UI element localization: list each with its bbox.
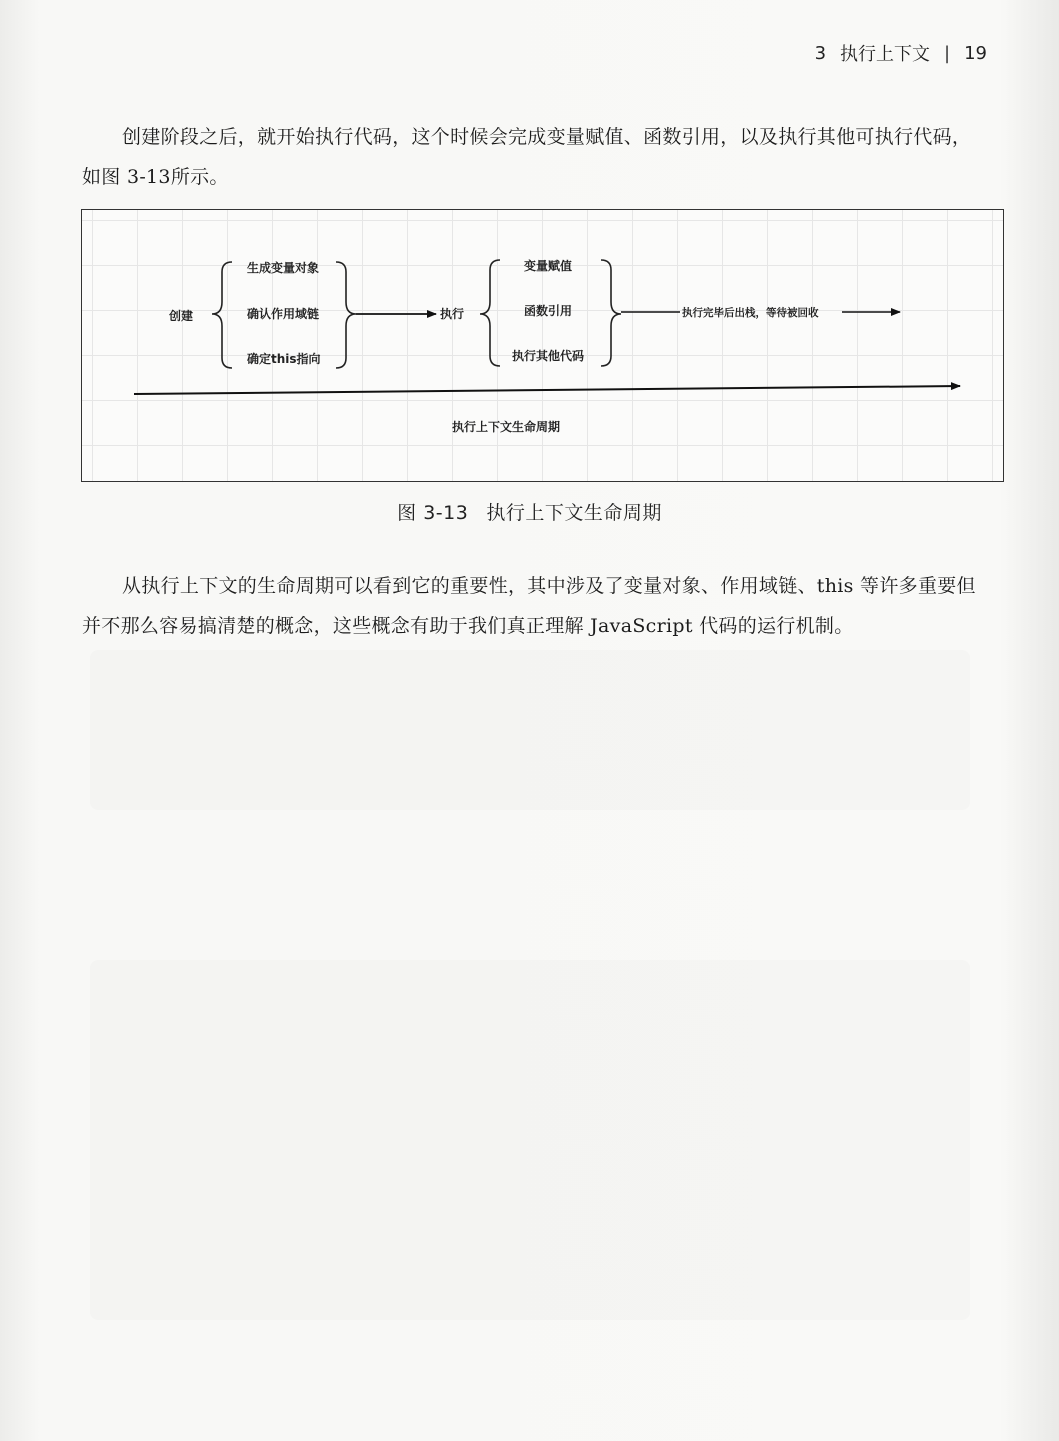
create-left-brace [212, 262, 232, 368]
caption-title: 执行上下文生命周期 [486, 502, 662, 524]
execute-left-brace [480, 260, 500, 366]
execute-right-brace [601, 260, 621, 366]
running-header [815, 40, 987, 66]
finish-label: 执行完毕后出栈，等待被回收 [682, 307, 819, 319]
page-number: 19 [964, 42, 987, 64]
caption-number: 图 3-13 [397, 502, 469, 524]
execute-step-3: 执行其他代码 [512, 349, 585, 363]
create-right-brace [336, 262, 356, 368]
summary-paragraph: 从执行上下文的生命周期可以看到它的重要性，其中涉及了变量对象、作用域链、this 等许多重要但并不那么容易搞清楚的概念，这些概念有助于我们真正理解 JavaScript 代码的运行机制。 [82, 575, 976, 637]
execute-step-2: 函数引用 [524, 304, 573, 318]
execute-step-1: 变量赋值 [524, 259, 573, 273]
lifecycle-diagram-svg [82, 210, 1003, 481]
chapter-number: 3 [814, 42, 827, 64]
timeline-arrow [134, 386, 960, 394]
create-step-3: 确定this指向 [247, 352, 321, 366]
timeline-label: 执行上下文生命周期 [452, 420, 561, 434]
lifecycle-diagram [81, 209, 1004, 482]
chapter-title: 执行上下文 [840, 44, 931, 65]
intro-paragraph: 创建阶段之后，就开始执行代码，这个时候会完成变量赋值、函数引用，以及执行其他可执行代码，如图 3-13所示。 [82, 126, 972, 188]
bleed-through-text-area [90, 650, 970, 810]
figure-caption [0, 498, 1059, 525]
header-separator: | [944, 42, 951, 64]
bleed-through-text-area-lower [90, 960, 970, 1320]
create-step-2: 确认作用域链 [247, 307, 320, 321]
create-phase-label: 创建 [169, 309, 194, 323]
create-step-1: 生成变量对象 [247, 261, 320, 275]
execute-phase-label: 执行 [440, 307, 465, 321]
